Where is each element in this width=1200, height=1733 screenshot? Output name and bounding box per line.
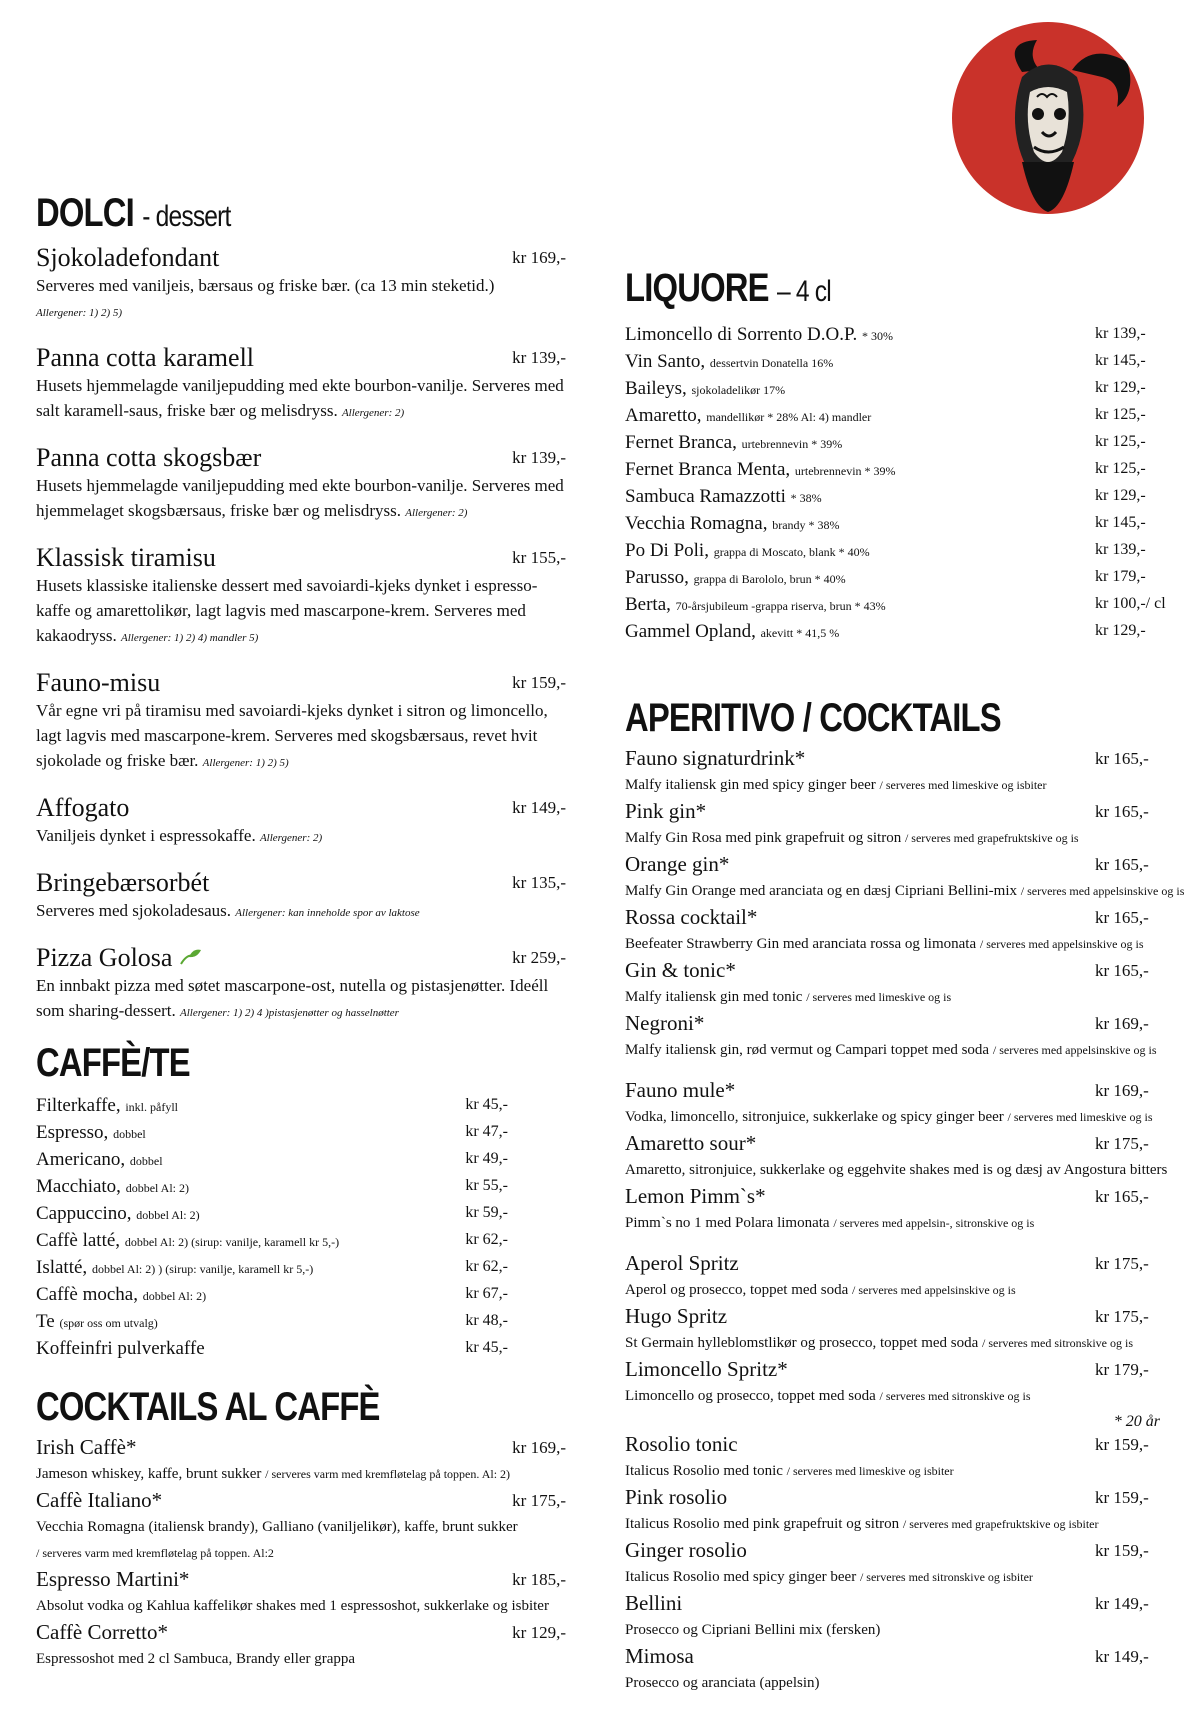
allergen-note: Allergener: kan inneholde spor av laktose: [235, 907, 420, 919]
aperitivo-price: kr 165,-: [1095, 802, 1149, 821]
liquore-name-text: Po Di Poli,: [625, 540, 709, 561]
dessert-price: kr 259,-: [512, 948, 566, 967]
dessert-description: [36, 973, 566, 1026]
caffe-price: kr 45,-: [465, 1096, 508, 1113]
aperitivo-description: [625, 984, 1170, 1010]
aperitivo-list: [625, 745, 1185, 1696]
liquore-name-text: Amaretto,: [625, 405, 702, 426]
cocktail-desc-text: Vecchia Romagna (italiensk brandy), Galliano (vaniljelikør), kaffe, brunt sukker: [36, 1519, 518, 1535]
cocktail-name: Caffè Corretto*: [36, 1620, 168, 1644]
liquore-list: [625, 321, 1170, 645]
dolci-title: DOLCI - dessert: [36, 191, 231, 235]
aperitivo-name: Aperol Spritz: [625, 1251, 739, 1275]
dessert-description: [36, 698, 566, 776]
aperitivo-price: kr 165,-: [1095, 749, 1149, 768]
aperitivo-item: [625, 1590, 1170, 1643]
liquore-name: [625, 537, 1170, 566]
caffe-item: [36, 1281, 566, 1308]
caffe-extra: dobbel Al: 2): [136, 1208, 200, 1222]
cocktail-price: kr 129,-: [512, 1623, 566, 1642]
aperitivo-description: [625, 1617, 1170, 1643]
liquore-name: [625, 402, 1170, 431]
caffe-title: CAFFÈ/TE: [36, 1041, 190, 1085]
caffe-price: kr 47,-: [465, 1123, 508, 1140]
aperitivo-description: [625, 1210, 1170, 1236]
dessert-desc-text: Husets hjemmelagde vaniljepudding med ekte bourbon-vanilje. Serveres med hjemmelaget skogsbærsaus, friske bær og melisdryss.: [36, 476, 564, 520]
dessert-desc-text: Serveres med sjokoladesaus.: [36, 901, 231, 920]
aperitivo-desc-text: Malfy Gin Orange med aranciata og en dæsj Cipriani Bellini-mix: [625, 883, 1017, 899]
cocktail-desc-text: Absolut vodka og Kahlua kaffelikør shakes med 1 espressoshot, sukkerlake og isbiter: [36, 1598, 549, 1614]
right-column: [625, 265, 1185, 1696]
aperitivo-description: [625, 1104, 1170, 1130]
liquore-item: [625, 564, 1170, 591]
aperitivo-desc-text: Italicus Rosolio med tonic: [625, 1463, 783, 1479]
dessert-desc-text: Vaniljeis dynket i espressokaffe.: [36, 826, 256, 845]
liquore-extra: urtebrennevin * 39%: [794, 464, 896, 478]
dessert-price: kr 135,-: [512, 873, 566, 892]
caffe-extra: dobbel Al: 2): [142, 1289, 207, 1303]
caffe-name-text: Americano,: [36, 1149, 126, 1170]
serving-note: / serveres med sitronskive og is: [982, 1336, 1134, 1350]
liquore-name: [625, 591, 1170, 620]
caffe-name-text: Macchiato,: [36, 1176, 121, 1197]
aperitivo-desc-text: Prosecco og aranciata (appelsin): [625, 1675, 820, 1691]
caffe-price: kr 62,-: [465, 1258, 508, 1275]
dessert-price: kr 169,-: [512, 248, 566, 267]
aperitivo-name: Ginger rosolio: [625, 1538, 747, 1562]
liquore-name-text: Berta,: [625, 594, 671, 615]
caffe-extra: dobbel Al: 2) (sirup: vanilje, karamell kr 5,-): [124, 1235, 340, 1249]
aperitivo-name: Limoncello Spritz*: [625, 1357, 788, 1381]
cocktail-caffe-item: [36, 1487, 566, 1566]
aperitivo-name: Fauno signaturdrink*: [625, 746, 806, 770]
cocktail-description: [36, 1514, 566, 1566]
dessert-description: [36, 273, 566, 326]
serving-note: / serveres med appelsinskive og is: [1020, 884, 1185, 898]
caffe-extra: (spør oss om utvalg): [59, 1316, 158, 1330]
aperitivo-name: Gin & tonic*: [625, 958, 736, 982]
aperitivo-description: [625, 772, 1170, 798]
dessert-name: Fauno-misu: [36, 668, 161, 697]
aperitivo-desc-text: Aperol og prosecco, toppet med soda: [625, 1282, 849, 1298]
aperitivo-item: [625, 957, 1170, 1010]
aperitivo-desc-text: St Germain hylleblomstlikør og prosecco, toppet med soda: [625, 1335, 979, 1351]
cocktail-price: kr 185,-: [512, 1570, 566, 1589]
dessert-name: Sjokoladefondant: [36, 243, 220, 272]
aperitivo-item: [625, 904, 1170, 957]
liquore-extra: brandy * 38%: [772, 518, 840, 532]
liquore-extra: mandellikør * 28% Al: 4) mandler: [706, 410, 872, 424]
aperitivo-price: kr 175,-: [1095, 1254, 1149, 1273]
serving-note: / serveres med grapefruktskive og isbiter: [902, 1517, 1099, 1531]
caffe-price: kr 45,-: [465, 1339, 508, 1356]
caffe-name-text: Cappuccino,: [36, 1203, 132, 1224]
serving-note: / serveres med limeskive og is: [806, 990, 952, 1004]
caffe-name-text: Caffè mocha,: [36, 1284, 138, 1305]
cocktail-caffe-item: [36, 1566, 566, 1619]
aperitivo-item: [625, 1356, 1170, 1409]
liquore-price: kr 125,-: [1095, 460, 1146, 477]
caffe-price: kr 67,-: [465, 1285, 508, 1302]
aperitivo-price: kr 169,-: [1095, 1081, 1149, 1100]
aperitivo-price: kr 165,-: [1095, 908, 1149, 927]
aperitivo-name: Mimosa: [625, 1644, 694, 1668]
liquore-price: kr 129,-: [1095, 487, 1146, 504]
aperitivo-price: kr 159,-: [1095, 1541, 1149, 1560]
aperitivo-description: [625, 1037, 1170, 1063]
liquore-extra: grappa di Barololo, brun * 40%: [693, 572, 846, 586]
cocktail-name: Espresso Martini*: [36, 1567, 190, 1591]
serving-note: / serveres med appelsinskive og is: [979, 937, 1144, 951]
aperitivo-item: [625, 1643, 1170, 1696]
allergen-note: Allergener: 2): [405, 507, 468, 519]
caffe-item: [36, 1335, 566, 1362]
aperitivo-desc-text: Italicus Rosolio med spicy ginger beer: [625, 1569, 857, 1585]
liquore-name: [625, 618, 1170, 647]
cocktail-description: [36, 1646, 566, 1672]
aperitivo-name: Orange gin*: [625, 852, 730, 876]
aperitivo-desc-text: Malfy italiensk gin, rød vermut og Campari toppet med soda: [625, 1042, 990, 1058]
cocktail-price: kr 175,-: [512, 1491, 566, 1510]
caffe-price: kr 55,-: [465, 1177, 508, 1194]
aperitivo-name: Hugo Spritz: [625, 1304, 728, 1328]
liquore-item: [625, 591, 1170, 618]
aperitivo-price: kr 159,-: [1095, 1435, 1149, 1454]
liquore-item: [625, 510, 1170, 537]
allergen-note: Allergener: 2): [341, 407, 405, 419]
liquore-name: [625, 321, 1170, 350]
liquore-item: [625, 429, 1170, 456]
liquore-item: [625, 402, 1170, 429]
serving-note: / serveres med appelsin-, sitronskive og is: [833, 1216, 1035, 1230]
aperitivo-name: Lemon Pimm`s*: [625, 1184, 766, 1208]
aperitivo-price: kr 165,-: [1095, 961, 1149, 980]
dessert-desc-text: Husets klassiske italienske dessert med savoiardi-kjeks dynket i espresso-kaffe og amarettolikør, lagt lagvis med mascarpone-krem. Serveres med kakaodryss.: [36, 576, 538, 645]
aperitivo-description: [625, 931, 1170, 957]
dessert-name: Klassisk tiramisu: [36, 543, 216, 572]
allergen-note: Allergener: 1) 2) 4 )pistasjenøtter og hasselnøtter: [180, 1007, 399, 1019]
liquore-price: kr 129,-: [1095, 622, 1146, 639]
aperitivo-desc-text: Malfy italiensk gin med spicy ginger beer: [625, 777, 876, 793]
liquore-price: kr 125,-: [1095, 406, 1146, 423]
dessert-item: [36, 342, 566, 426]
liquore-name-text: Fernet Branca Menta,: [625, 459, 791, 480]
liquore-extra: 70-årsjubileum -grappa riserva, brun * 43%: [675, 599, 886, 613]
caffe-name-text: Islatté,: [36, 1257, 88, 1278]
aperitivo-price: kr 175,-: [1095, 1134, 1149, 1153]
allergen-note: Allergener: 1) 2) 5): [202, 757, 289, 769]
aperitivo-price: kr 149,-: [1095, 1647, 1149, 1666]
aperitivo-price: kr 159,-: [1095, 1488, 1149, 1507]
aperitivo-description: [625, 1511, 1170, 1537]
serving-note: / serveres med appelsinskive og is: [852, 1283, 1016, 1297]
serving-note: / serveres med sitronskive og is: [879, 1389, 1031, 1403]
dessert-desc-text: En innbakt pizza med søtet mascarpone-ost, nutella og pistasjenøtter. Ideéll som sharing-dessert.: [36, 976, 549, 1020]
allergen-note: Allergener: 2): [259, 832, 323, 844]
liquore-price: kr 179,-: [1095, 568, 1146, 585]
dessert-desc-text: Serveres med vaniljeis, bærsaus og friske bær. (ca 13 min steketid.): [36, 276, 495, 295]
cocktail-description: [36, 1593, 566, 1619]
aperitivo-price: kr 165,-: [1095, 855, 1149, 874]
liquore-extra: * 38%: [790, 491, 822, 505]
dessert-price: kr 139,-: [512, 448, 566, 467]
aperitivo-description: [625, 1670, 1170, 1696]
aperitivo-name: Bellini: [625, 1591, 683, 1615]
aperitivo-item: [625, 1250, 1170, 1303]
serving-note: / serveres med appelsinskive og is: [992, 1043, 1157, 1057]
aperitivo-description: [625, 1458, 1170, 1484]
caffe-price: kr 49,-: [465, 1150, 508, 1167]
aperitivo-desc-text: Malfy italiensk gin med tonic: [625, 989, 803, 1005]
cocktail-caffe-item: [36, 1434, 566, 1487]
aperitivo-price: kr 175,-: [1095, 1307, 1149, 1326]
aperitivo-name: Negroni*: [625, 1011, 705, 1035]
dessert-item: [36, 792, 566, 851]
liquore-price: kr 125,-: [1095, 433, 1146, 450]
caffe-name-text: Te: [36, 1311, 55, 1332]
caffe-item: [36, 1254, 566, 1281]
caffe-name-text: Koffeinfri pulverkaffe: [36, 1338, 205, 1359]
caffe-name-text: Filterkaffe,: [36, 1095, 121, 1116]
dessert-description: [36, 823, 566, 851]
dessert-price: kr 155,-: [512, 548, 566, 567]
faun-head-logo: [952, 22, 1144, 214]
dessert-name: Bringebærsorbét: [36, 868, 210, 897]
cocktail-description: [36, 1461, 566, 1487]
liquore-item: [625, 375, 1170, 402]
caffe-name-text: Caffè latté,: [36, 1230, 121, 1251]
liquore-price: kr 100,-/ cl: [1095, 595, 1166, 612]
liquore-extra: dessertvin Donatella 16%: [709, 356, 834, 370]
liquore-item: [625, 537, 1170, 564]
aperitivo-item: [625, 1303, 1170, 1356]
liquore-price: kr 129,-: [1095, 379, 1146, 396]
liquore-extra: akevitt * 41,5 %: [760, 626, 840, 640]
liquore-item: [625, 348, 1170, 375]
caffe-extra: dobbel Al: 2) ) (sirup: vanilje, karamell kr 5,-): [91, 1262, 314, 1276]
dessert-desc-text: Husets hjemmelagde vaniljepudding med ekte bourbon-vanilje. Serveres med salt karamell-saus, friske bær og melisdryss.: [36, 376, 564, 420]
caffe-item: [36, 1119, 566, 1146]
dessert-description: [36, 898, 566, 926]
serving-note: / serveres med limeskive og is: [1007, 1110, 1153, 1124]
aperitivo-desc-text: Malfy Gin Rosa med pink grapefruit og sitron: [625, 830, 902, 846]
liquore-name-text: Gammel Opland,: [625, 621, 756, 642]
cocktail-price: kr 169,-: [512, 1438, 566, 1457]
aperitivo-price: kr 165,-: [1095, 1187, 1149, 1206]
liquore-item: [625, 618, 1170, 645]
liquore-extra: urtebrennevin * 39%: [741, 437, 843, 451]
dessert-name: [36, 942, 566, 973]
caffe-item: [36, 1227, 566, 1254]
age-note: * 20 år: [1113, 1413, 1160, 1430]
caffe-price: kr 48,-: [465, 1312, 508, 1329]
liquore-name-text: Vin Santo,: [625, 351, 706, 372]
aperitivo-price: kr 149,-: [1095, 1594, 1149, 1613]
serving-note: / serveres med grapefruktskive og is: [904, 831, 1079, 845]
liquore-price: kr 145,-: [1095, 352, 1146, 369]
dessert-item: [36, 942, 566, 1026]
caffe-item: [36, 1308, 566, 1335]
aperitivo-name: Pink rosolio: [625, 1485, 728, 1509]
aperitivo-name: Rosolio tonic: [625, 1432, 738, 1456]
dessert-description: [36, 373, 566, 426]
aperitivo-name: Pink gin*: [625, 799, 707, 823]
caffe-name-text: Espresso,: [36, 1122, 109, 1143]
dolci-list: [36, 242, 566, 1026]
aperitivo-item: [625, 851, 1185, 904]
allergen-note: Allergener: 1) 2) 4) mandler 5): [120, 632, 259, 644]
dessert-name: Panna cotta skogsbær: [36, 443, 262, 472]
liquore-name-text: Vecchia Romagna,: [625, 513, 768, 534]
liquore-name: [625, 483, 1170, 512]
aperitivo-description: [625, 1383, 1170, 1409]
caffe-extra: dobbel: [129, 1154, 163, 1168]
aperitivo-item: [625, 1077, 1170, 1130]
cocktail-desc-text: Jameson whiskey, kaffe, brunt sukker: [36, 1466, 262, 1482]
liquore-name-text: Parusso,: [625, 567, 689, 588]
aperitivo-desc-text: Beefeater Strawberry Gin med aranciata rossa og limonata: [625, 936, 977, 952]
liquore-extra: * 30%: [861, 329, 893, 343]
liquore-item: [625, 321, 1170, 348]
dessert-name: Panna cotta karamell: [36, 343, 255, 372]
aperitivo-desc-text: Prosecco og Cipriani Bellini mix (fersken): [625, 1622, 881, 1638]
allergen-note: Allergener: 1) 2) 5): [36, 307, 123, 319]
liquore-name-text: Limoncello di Sorrento D.O.P.: [625, 324, 858, 345]
cocktails-caffe-title: COCKTAILS AL CAFFÈ: [36, 1385, 380, 1429]
liquore-price: kr 139,-: [1095, 541, 1146, 558]
liquore-name: [625, 564, 1170, 593]
liquore-name: [625, 348, 1170, 377]
caffe-item: [36, 1146, 566, 1173]
dessert-item: [36, 242, 566, 326]
liquore-name-text: Sambuca Ramazzotti: [625, 486, 786, 507]
dessert-price: kr 159,-: [512, 673, 566, 692]
liquore-name: [625, 456, 1170, 485]
serving-note: / serveres med sitronskive og isbiter: [859, 1570, 1033, 1584]
aperitivo-description: [625, 1277, 1170, 1303]
aperitivo-item: [625, 798, 1170, 851]
aperitivo-item: [625, 745, 1170, 798]
aperitivo-item: [625, 1484, 1170, 1537]
caffe-price: kr 62,-: [465, 1231, 508, 1248]
aperitivo-item: [625, 1431, 1170, 1484]
dessert-item: [36, 867, 566, 926]
serving-note: / serveres med limeskive og isbiter: [879, 778, 1047, 792]
dessert-description: [36, 473, 566, 526]
caffe-extra: inkl. påfyll: [125, 1100, 179, 1114]
aperitivo-desc-text: Italicus Rosolio med pink grapefruit og sitron: [625, 1516, 900, 1532]
cocktail-desc-text: Espressoshot med 2 cl Sambuca, Brandy eller grappa: [36, 1651, 356, 1667]
aperitivo-name: Amaretto sour*: [625, 1131, 757, 1155]
liquore-name-text: Fernet Branca,: [625, 432, 737, 453]
caffe-extra: dobbel: [113, 1127, 146, 1141]
aperitivo-item: [625, 1537, 1170, 1590]
liquore-name: [625, 429, 1170, 458]
liquore-title: LIQUORE – 4 cl: [625, 266, 831, 310]
liquore-price: kr 139,-: [1095, 325, 1146, 342]
caffe-item: [36, 1173, 566, 1200]
caffe-extra: dobbel Al: 2): [125, 1181, 190, 1195]
aperitivo-price: kr 179,-: [1095, 1360, 1149, 1379]
caffe-item: [36, 1200, 566, 1227]
aperitivo-desc-text: Vodka, limoncello, sitronjuice, sukkerlake og spicy ginger beer: [625, 1109, 1004, 1125]
serving-note: / serveres med limeskive og isbiter: [786, 1464, 954, 1478]
cocktail-name: Caffè Italiano*: [36, 1488, 163, 1512]
aperitivo-title: APERITIVO / COCKTAILS: [625, 696, 1001, 740]
dessert-name-text: Pizza Golosa: [36, 943, 173, 972]
aperitivo-item: [625, 1010, 1170, 1063]
aperitivo-item: [625, 1183, 1170, 1236]
dessert-name: Affogato: [36, 793, 130, 822]
aperitivo-desc-text: Limoncello og prosecco, toppet med soda: [625, 1388, 876, 1404]
aperitivo-name: Rossa cocktail*: [625, 905, 758, 929]
caffe-price: kr 59,-: [465, 1204, 508, 1221]
liquore-extra: grappa di Moscato, blank * 40%: [713, 545, 870, 559]
caffe-list: [36, 1092, 566, 1362]
aperitivo-description: [625, 1330, 1170, 1356]
aperitivo-description: [625, 825, 1170, 851]
serving-note: / serveres varm med kremfløtelag på toppen. Al: 2): [265, 1467, 511, 1481]
liquore-extra: sjokoladelikør 17%: [691, 383, 786, 397]
cocktail-caffe-item: [36, 1619, 566, 1672]
aperitivo-desc-text: Pimm`s no 1 med Polara limonata: [625, 1215, 830, 1231]
dessert-price: kr 149,-: [512, 798, 566, 817]
aperitivo-description: [625, 1157, 1170, 1183]
liquore-name-text: Baileys,: [625, 378, 687, 399]
aperitivo-desc-text: Amaretto, sitronjuice, sukkerlake og eggehvite shakes med is og dæsj av Angostura bitters: [625, 1162, 1168, 1178]
aperitivo-name: Fauno mule*: [625, 1078, 736, 1102]
leaf-icon: [179, 943, 203, 972]
liquore-name: [625, 510, 1170, 539]
dessert-price: kr 139,-: [512, 348, 566, 367]
liquore-item: [625, 456, 1170, 483]
dessert-description: [36, 573, 566, 651]
serving-note: / serveres varm med kremfløtelag på toppen. Al:2: [36, 1546, 274, 1560]
dessert-desc-text: Vår egne vri på tiramisu med savoiardi-kjeks dynket i sitron og limoncello, lagt lagvis med mascarpone-krem. Serveres med skogsbærsaus, revet hvit sjokolade og friske bær.: [36, 701, 548, 770]
aperitivo-description: [625, 1564, 1170, 1590]
dessert-item: [36, 442, 566, 526]
dessert-item: [36, 542, 566, 651]
aperitivo-price: kr 169,-: [1095, 1014, 1149, 1033]
liquore-name: [625, 375, 1170, 404]
liquore-price: kr 145,-: [1095, 514, 1146, 531]
dessert-item: [36, 667, 566, 776]
left-column: [36, 190, 566, 1672]
cocktail-name: Irish Caffè*: [36, 1435, 137, 1459]
caffe-item: [36, 1092, 566, 1119]
aperitivo-item: [625, 1130, 1170, 1183]
aperitivo-description: [625, 878, 1185, 904]
cocktails-caffe-list: [36, 1434, 566, 1672]
liquore-item: [625, 483, 1170, 510]
